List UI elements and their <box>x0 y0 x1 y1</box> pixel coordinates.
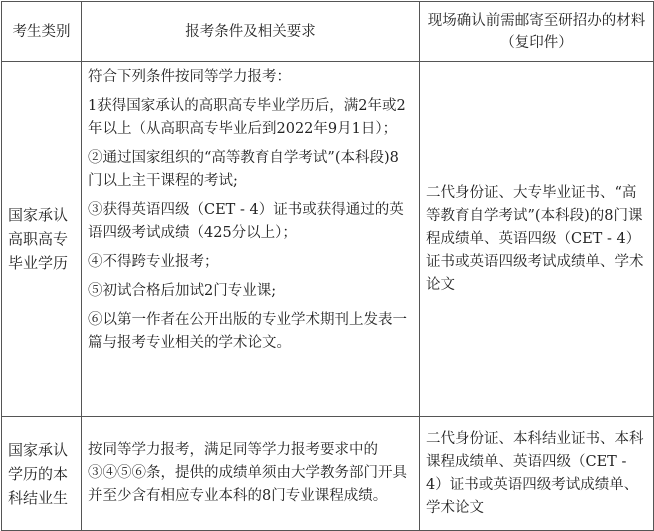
table-row <box>2 417 654 531</box>
conditions-cell <box>82 417 420 531</box>
condition-item: ②通过国家组织的“高等教育自学考试”(本科段)8门以上主干课程的考试; <box>88 150 399 189</box>
table-row <box>2 62 654 417</box>
materials-cell: 二代身份证、大专毕业证书、“高等教育自学考试”(本科段)的8门课程成绩单、英语四级（CET - 4）证书或英语四级考试成绩单、学术论文 <box>420 62 654 417</box>
condition-item: ⑤初试合格后加试2门专业课; <box>88 283 277 299</box>
header-materials: 现场确认前需邮寄至研招办的材料（复印件） <box>420 2 654 62</box>
category-cell: 国家承认学历的本科结业生 <box>2 417 82 531</box>
condition-item: ③获得英语四级（CET - 4）证书或获得通过的英语四级考试成绩（425分以上）； <box>88 202 404 241</box>
conditions-cell <box>82 62 420 417</box>
requirements-table <box>1 1 654 531</box>
category-cell: 国家承认高职高专毕业学历 <box>2 62 82 417</box>
condition-item: ⑥以第一作者在公开出版的专业学术期刊上发表一篇与报考专业相关的学术论文。 <box>88 312 407 351</box>
condition-item: 按同等学力报考，满足同等学力报考要求中的③④⑤⑥条，提供的成绩单须由大学教务部门开具并至少含有相应专业本科的8门专业课程成绩。 <box>88 442 407 504</box>
condition-item: 1获得国家承认的高职高专毕业学历后，满2年或2年以上（从高职高专毕业后到2022年9月1日）； <box>88 98 406 137</box>
table-header-row <box>2 2 654 62</box>
header-category: 考生类别 <box>2 2 82 62</box>
materials-cell: 二代身份证、本科结业证书、本科课程成绩单、英语四级（CET - 4）证书或英语四级考试成绩单、学术论文 <box>420 417 654 531</box>
condition-item: ④不得跨专业报考； <box>88 254 219 270</box>
condition-item: 符合下列条件按同等学力报考： <box>88 69 291 85</box>
header-conditions: 报考条件及相关要求 <box>82 2 420 62</box>
